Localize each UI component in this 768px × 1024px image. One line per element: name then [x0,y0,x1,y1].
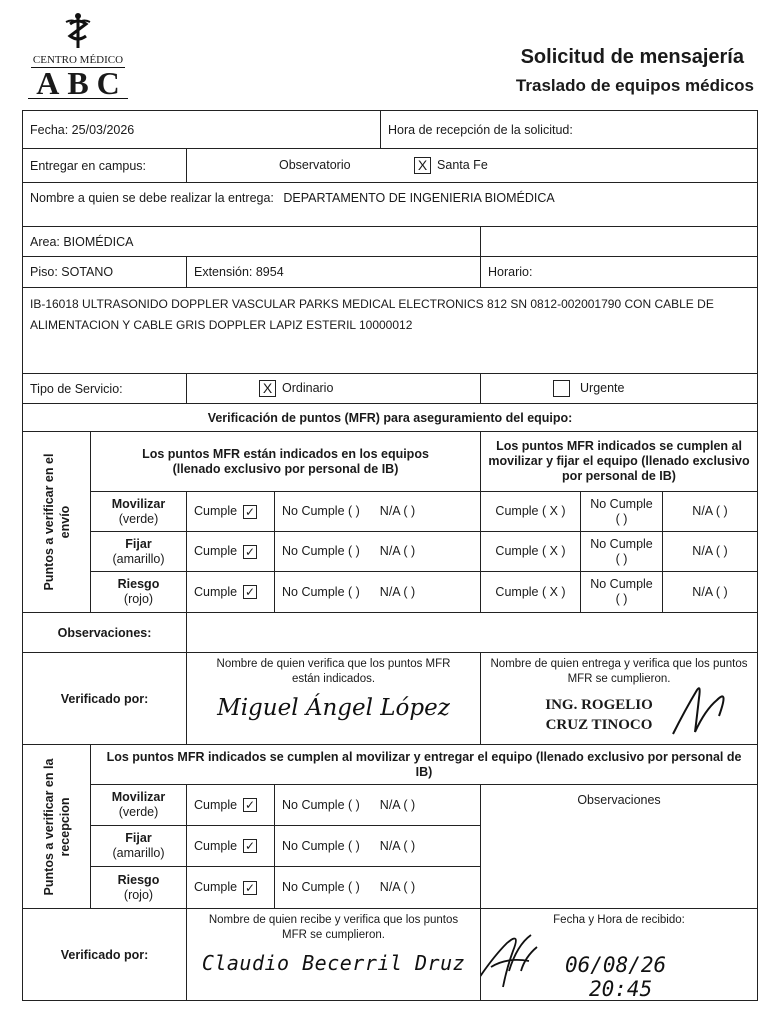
na-b-option[interactable]: N/A ( ) [663,572,758,613]
cumple-checkbox[interactable]: Cumple ✓ [187,532,275,572]
area-extra-field[interactable] [481,227,758,257]
fecha-recibido-label: Fecha y Hora de recibido: [553,914,685,926]
campus-santa-fe-checkbox[interactable]: X [414,157,431,174]
piso-field[interactable]: Piso: SOTANO [23,257,187,288]
row-descripcion [23,288,758,374]
row-label: Riesgo [117,577,160,591]
hora-recibido-value: 20:45 [589,977,653,1001]
na-b-option[interactable]: N/A ( ) [663,492,758,532]
servicio-option-ordinario: Ordinario [282,380,334,395]
no-cumple-option[interactable]: No Cumple ( ) N/A ( ) [275,492,481,532]
cumple-checkbox[interactable]: Cumple ✓ [187,826,275,867]
observaciones-field[interactable] [187,613,758,653]
signature-rogelio [667,680,737,738]
no-cumple-option[interactable]: No Cumple ( ) N/A ( ) [275,532,481,572]
row-label: Movilizar [111,790,166,804]
signature-recibido [481,927,544,993]
check-icon: ✓ [245,839,256,854]
envio-col-a-header: Los puntos MFR están indicados en los equipos (llenado exclusivo por personal de IB) [91,432,481,492]
row-verificado-recepcion [23,909,758,1001]
verificado-label: Verificado por: [23,909,187,1001]
check-icon: ✓ [245,544,256,559]
caduceus-icon [58,12,98,50]
descripcion-line2: ALIMENTACION Y CABLE GRIS DOPPLER LAPIZ ESTERIL 10000012 [30,318,413,332]
envio-row-riesgo [23,572,758,613]
nombre-entrega-label: Nombre a quien se debe realizar la entrega: [30,191,274,205]
nombre-entrega-value[interactable]: DEPARTAMENTO DE INGENIERIA BIOMÉDICA [283,191,555,205]
logo [26,12,130,100]
campus-option-observatorio[interactable]: Observatorio [279,157,351,172]
row-sublabel: (rojo) [123,887,154,902]
no-cumple-option[interactable]: No Cumple ( ) N/A ( ) [275,572,481,613]
row-campus [23,149,758,183]
extension-field[interactable]: Extensión: 8954 [187,257,481,288]
page-subtitle: Traslado de equipos médicos [515,76,754,95]
cumple-checkbox[interactable]: Cumple ✓ [187,785,275,826]
row-area [23,227,758,257]
campus-options [187,149,758,183]
row-piso [23,257,758,288]
row-label: Fijar [125,536,152,551]
recepcion-header: Los puntos MFR indicados se cumplen al movilizar y entregar el equipo (llenado exclusivo por personal de IB) [91,745,758,785]
recepcion-observaciones[interactable]: Observaciones [481,785,758,909]
servicio-label: Tipo de Servicio: [23,374,187,404]
verifica-a-label: Nombre de quien verifica que los puntos MFR están indicados. [216,658,451,685]
logo-line2: ABC [28,68,128,99]
horario-field[interactable]: Horario: [481,257,758,288]
row-sublabel: (amarillo) [112,551,165,566]
fecha-recibido-value: 06/08/26 [565,953,667,977]
check-icon: ✓ [245,504,256,519]
campus-option-santa-fe: Santa Fe [437,157,488,172]
row-fecha [23,111,758,149]
check-icon: ✓ [245,880,256,895]
row-sublabel: (amarillo) [112,846,165,860]
descripcion-field[interactable] [23,288,758,374]
row-verificacion-heading [23,404,758,432]
check-icon: ✓ [245,798,256,813]
cumple-checkbox[interactable]: Cumple ✓ [187,572,275,613]
check-icon: ✓ [245,585,256,600]
cumple-x-option[interactable]: Cumple ( X ) [481,572,581,613]
hora-recepcion-field[interactable]: Hora de recepción de la solicitud: [381,111,758,149]
row-observaciones-envio [23,613,758,653]
fecha-recibido-cell[interactable] [481,909,758,1001]
no-cumple-option[interactable]: No Cumple ( ) N/A ( ) [275,785,481,826]
verifica-b-name2: CRUZ TINOCO [545,717,653,733]
recibe-signature: Claudio Becerril Druz [201,951,466,975]
no-cumple-b-option[interactable]: No Cumple ( ) [581,492,663,532]
row-sublabel: (verde) [118,511,159,526]
cumple-x-option[interactable]: Cumple ( X ) [481,492,581,532]
row-recepcion-header [23,745,758,785]
request-form [22,110,758,1001]
row-label: Fijar [125,831,152,845]
cumple-x-option[interactable]: Cumple ( X ) [481,532,581,572]
recibe-cell[interactable] [187,909,481,1001]
row-sublabel: (verde) [118,805,159,819]
verifica-b-label: Nombre de quien entrega y verifica que los puntos MFR se cumplieron. [490,658,748,685]
servicio-urgente-checkbox[interactable] [553,380,570,397]
row-label: Movilizar [111,496,166,511]
row-sublabel: (rojo) [123,592,154,606]
servicio-ordinario-checkbox[interactable]: X [259,380,276,397]
observaciones-label: Observaciones: [23,613,187,653]
verifica-a-signature: Miguel Ángel López [217,695,450,721]
no-cumple-option[interactable]: No Cumple ( ) N/A ( ) [275,826,481,867]
logo-line1: CENTRO MÉDICO [32,54,124,66]
na-b-option[interactable]: N/A ( ) [663,532,758,572]
cumple-checkbox[interactable]: Cumple ✓ [187,867,275,909]
verificado-label: Verificado por: [23,653,187,745]
verifica-b-name1: ING. ROGELIO [545,697,653,713]
area-field[interactable]: Area: BIOMÉDICA [23,227,481,257]
no-cumple-option[interactable]: No Cumple ( ) N/A ( ) [275,867,481,909]
envio-row-fijar [23,532,758,572]
envio-row-movilizar [23,492,758,532]
fecha-field[interactable]: Fecha: 25/03/2026 [23,111,381,149]
row-label: Riesgo [117,872,160,887]
recepcion-row-movilizar [23,785,758,826]
campus-label: Entregar en campus: [23,149,187,183]
no-cumple-b-option[interactable]: No Cumple ( ) [581,572,663,613]
verifica-a-cell[interactable] [187,653,481,745]
envio-side-label: Puntos a verificar en el envío [23,432,91,613]
row-servicio [23,374,758,404]
row-nombre-entrega [23,183,758,227]
descripcion-line1: IB-16018 ULTRASONIDO DOPPLER VASCULAR PARKS MEDICAL ELECTRONICS 812 SN 0812-002001790 CON CABLE DE [30,297,714,311]
cumple-checkbox[interactable]: Cumple ✓ [187,492,275,532]
row-verificado-envio [23,653,758,745]
recepcion-side-label: Puntos a verificar en la recepcion [23,745,91,909]
servicio-option-urgente: Urgente [580,380,625,395]
envio-col-b-header: Los puntos MFR indicados se cumplen al movilizar y fijar el equipo (llenado exclusivo por personal de IB) [481,432,758,492]
page-title: Solicitud de mensajería [520,46,744,68]
no-cumple-b-option[interactable]: No Cumple ( ) [581,532,663,572]
verifica-b-cell[interactable] [481,653,758,745]
row-envio-headers [23,432,758,492]
recibe-label: Nombre de quien recibe y verifica que los puntos MFR se cumplieron. [208,914,459,941]
verificacion-heading: Verificación de puntos (MFR) para aseguramiento del equipo: [23,404,758,432]
